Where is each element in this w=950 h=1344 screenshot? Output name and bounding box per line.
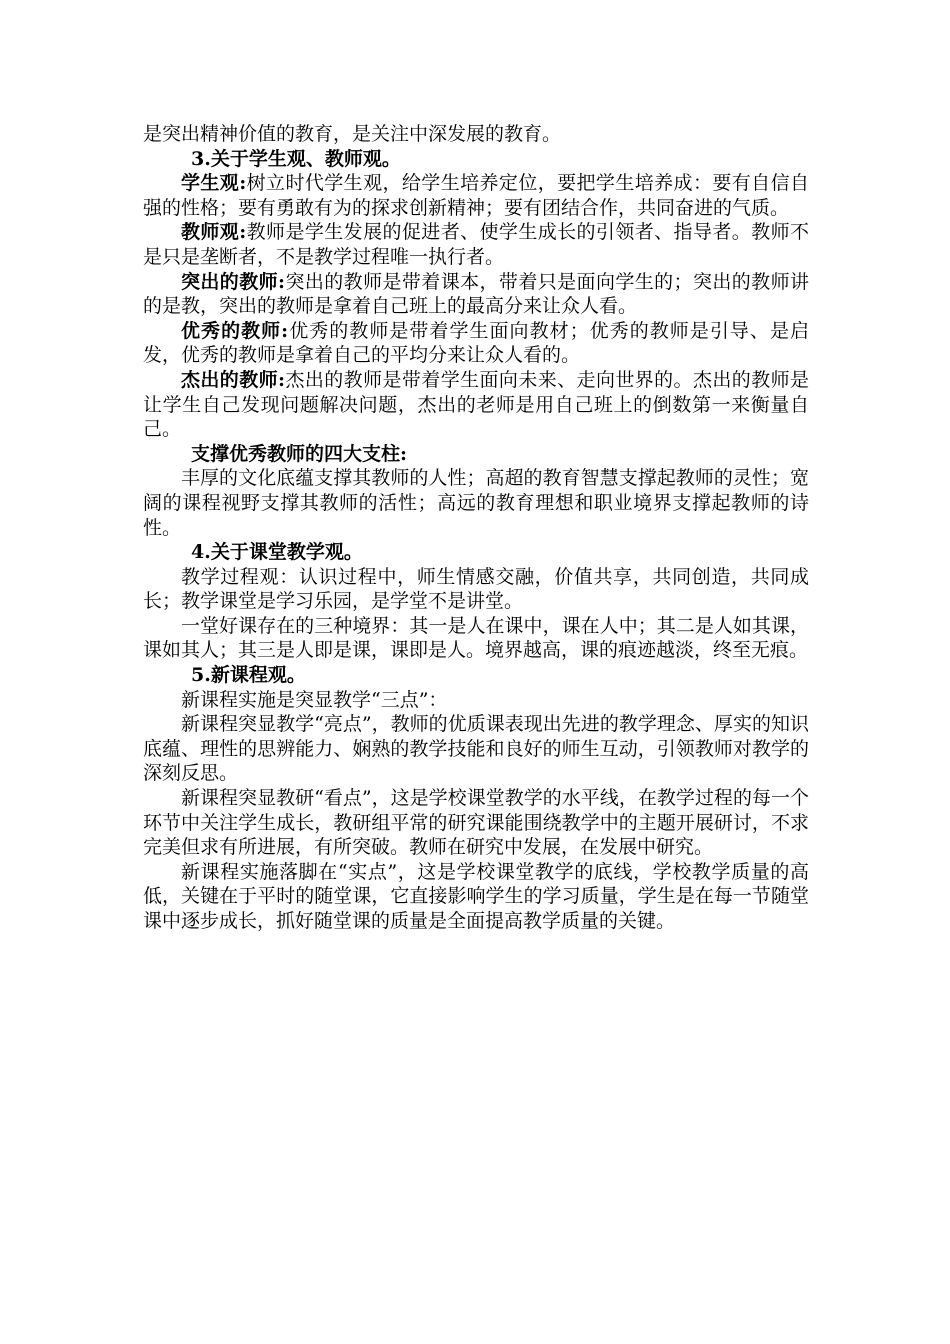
excellent-teacher-text: 优秀的教师是带着学生面向教材；优秀的教师是引导、是启发，优秀的教师是拿着自己的平均分来让众人看的。 xyxy=(143,319,809,367)
document-page xyxy=(143,122,809,934)
outstanding-teacher-lead: 突出的教师: xyxy=(181,270,286,293)
section3-heading: 3.关于学生观、教师观。 xyxy=(191,147,401,170)
new-curriculum-intro: 新课程实施是突显教学“三点”： xyxy=(181,688,448,711)
distinguished-teacher-lead: 杰出的教师: xyxy=(181,368,286,391)
teacher-view-lead: 教师观: xyxy=(181,221,247,244)
student-view-paragraph xyxy=(143,171,809,220)
section5-heading: 5.新课程观。 xyxy=(191,664,306,687)
teaching-process-paragraph: 教学过程观：认识过程中，师生情感交融，价值共享，共同创造，共同成长；教学课堂是学习乐园，是学堂不是讲堂。 xyxy=(143,565,809,613)
teacher-view-text: 教师是学生发展的促进者、使学生成长的引领者、指导者。教师不是只是垄断者，不是教学过程唯一执行者。 xyxy=(143,221,809,268)
student-view-text: 树立时代学生观，给学生培养定位，要把学生培养成：要有自信自强的性格；要有勇敢有为的探求创新精神；要有团结合作，共同奋进的气质。 xyxy=(143,172,809,219)
excellent-teacher-lead: 优秀的教师: xyxy=(181,319,289,342)
outstanding-teacher-paragraph xyxy=(143,270,809,319)
distinguished-teacher-paragraph xyxy=(143,368,809,442)
excellent-teacher-paragraph xyxy=(143,319,809,368)
pillars-heading: 支撑优秀教师的四大支柱: xyxy=(191,442,408,465)
distinguished-teacher-text: 杰出的教师是带着学生面向未来、走向世界的。杰出的教师是让学生自己发现问题解决问题，杰出的老师是用自己班上的倒数第一来衡量自己。 xyxy=(143,368,809,441)
outstanding-teacher-text: 突出的教师是带着课本，带着只是面向学生的；突出的教师讲的是教，突出的教师是拿着自己班上的最高分来让众人看。 xyxy=(143,270,809,318)
student-view-lead: 学生观: xyxy=(181,172,247,195)
lesson-realms-paragraph: 一堂好课存在的三种境界：其一是人在课中，课在人中；其二是人如其课，课如其人；其三是人即是课，课即是人。境界越高，课的痕迹越淡，终至无痕。 xyxy=(143,614,809,662)
teacher-view-paragraph xyxy=(143,220,809,269)
intro-line: 是突出精神价值的教育，是关注中深发展的教育。 xyxy=(143,123,562,145)
solid-point-paragraph: 新课程实施落脚在“实点”，这是学校课堂教学的底线，学校教学质量的高低，关键在于平时的随堂课，它直接影响学生的学习质量，学生是在每一节随堂课中逐步成长，抓好随堂课的质量是全面提高教学质量的关键。 xyxy=(143,860,809,932)
focus-paragraph: 新课程突显教研“看点”，这是学校课堂教学的水平线，在教学过程的每一个环节中关注学生成长，教研组平常的研究课能围绕教学中的主题开展研讨，不求完美但求有所进展，有所突破。教师在研究中发展，在发展中研究。 xyxy=(143,787,809,859)
pillars-text: 丰厚的文化底蕴支撑其教师的人性；高超的教育智慧支撑起教师的灵性；宽阔的课程视野支撑其教师的活性；高远的教育理想和职业境界支撑起教师的诗性。 xyxy=(143,467,809,539)
highlight-paragraph: 新课程突显教学“亮点”，教师的优质课表现出先进的教学理念、厚实的知识底蕴、理性的思辨能力、娴熟的教学技能和良好的师生互动，引领教师对教学的深刻反思。 xyxy=(143,713,809,785)
section4-heading: 4.关于课堂教学观。 xyxy=(191,541,363,564)
